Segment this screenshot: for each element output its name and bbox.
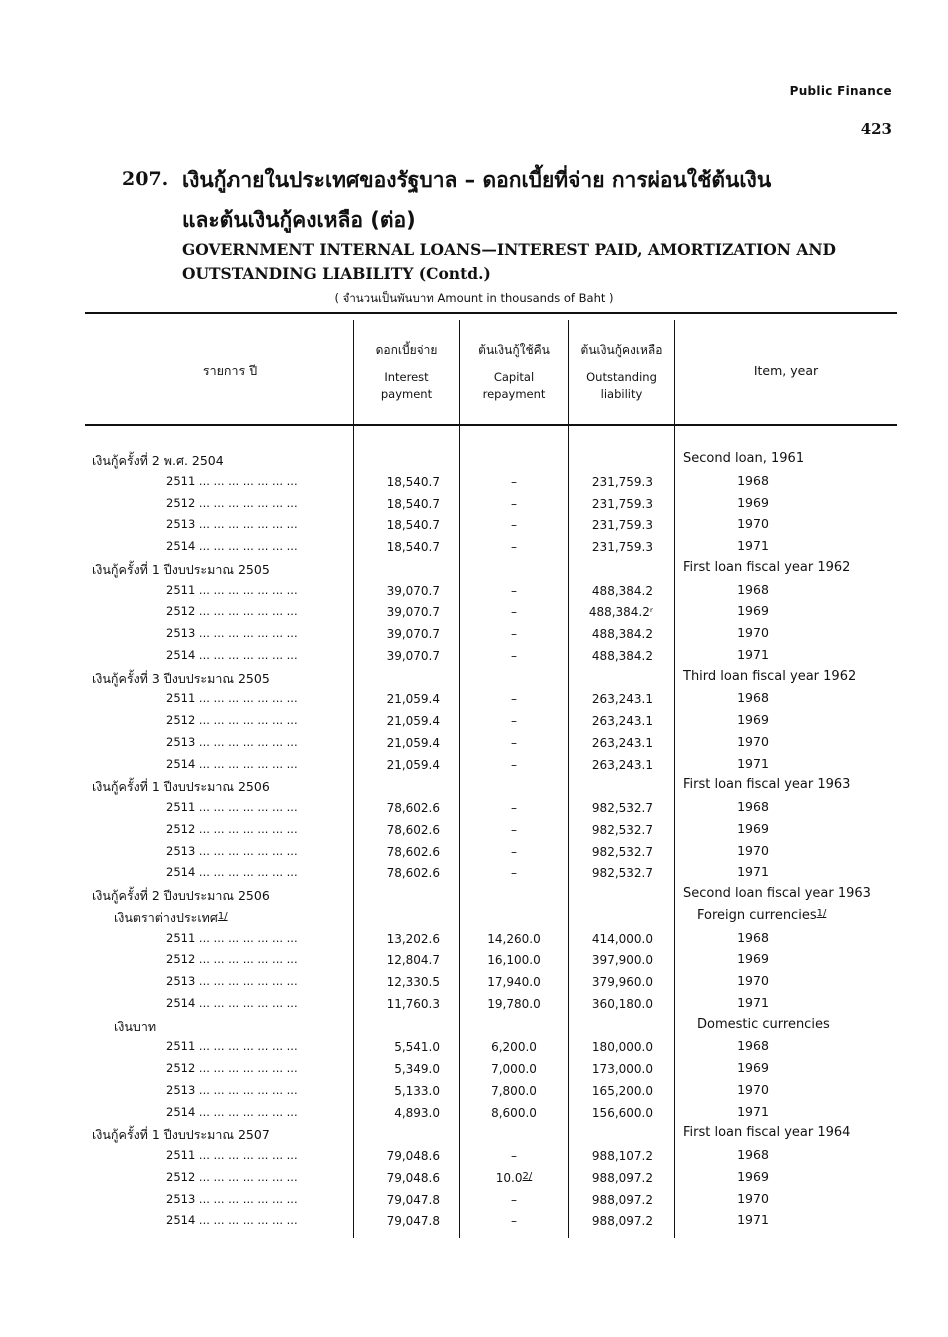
cell-capital-value: – [511,714,517,728]
row-group-label-thai: เงินกู้ครั้งที่ 3 ปีงบประมาณ 2505 [92,671,270,686]
cell-interest: 79,048.6 [386,1171,440,1185]
row-year-en: 1969 [737,495,769,510]
header-interest-thai: ดอกเบี้ยจ่าย [375,343,438,357]
cell-capital [460,475,568,489]
cell-capital [460,801,568,815]
row-year-en: 1970 [737,625,769,640]
row-year-en: 1969 [737,603,769,618]
row-group-label-en: Second loan, 1961 [683,451,805,466]
cell-outstanding: 180,000.0 [591,1040,653,1054]
cell-outstanding: 988,097.2 [591,1214,653,1228]
row-year-thai: 2511 ... ... ... ... ... ... ... [166,1148,298,1162]
cell-interest: 12,804.7 [386,953,440,967]
header-capital-en2: repayment [482,387,546,401]
cell-interest: 13,202.6 [386,932,440,946]
cell-outstanding: 982,532.7 [591,866,653,880]
cell-interest: 39,070.7 [386,627,440,641]
row-year-thai: 2511 ... ... ... ... ... ... ... [166,800,298,814]
cell-capital [460,1062,568,1076]
cell-outstanding: 414,000.0 [591,932,653,946]
cell-interest: 39,070.7 [386,584,440,598]
column-divider-1 [353,320,354,1238]
row-year-thai: 2514 ... ... ... ... ... ... ... [166,1213,298,1227]
cell-capital [460,584,568,598]
running-title: Public Finance [789,84,892,98]
cell-interest: 39,070.7 [386,649,440,663]
cell-interest: 5,133.0 [394,1084,440,1098]
row-year-thai: 2512 ... ... ... ... ... ... ... [166,1170,298,1184]
subgroup-en-text: Domestic currencies [697,1017,830,1032]
cell-interest: 39,070.7 [386,605,440,619]
cell-interest: 79,048.6 [386,1149,440,1163]
cell-capital [460,736,568,750]
row-year-thai: 2514 ... ... ... ... ... ... ... [166,865,298,879]
cell-capital-value: – [511,845,517,859]
cell-capital [460,540,568,554]
cell-capital [460,1214,568,1228]
cell-capital-value: 17,940.0 [487,975,541,989]
cell-capital [460,975,568,989]
row-year-thai: 2513 ... ... ... ... ... ... ... [166,626,298,640]
header-capital-thai: ต้นเงินกู้ใช้คืน [478,343,550,357]
cell-interest: 5,349.0 [394,1062,440,1076]
row-group-label-en: First loan fiscal year 1964 [683,1125,851,1140]
row-year-thai: 2514 ... ... ... ... ... ... ... [166,757,298,771]
cell-outstanding: 360,180.0 [591,997,653,1011]
cell-interest: 79,047.8 [386,1214,440,1228]
row-group-label-thai: เงินกู้ครั้งที่ 1 ปีงบประมาณ 2505 [92,562,270,577]
cell-capital-value: 16,100.0 [487,953,541,967]
cell-capital-value: 19,780.0 [487,997,541,1011]
row-group-label-en: Second loan fiscal year 1963 [683,886,871,901]
cell-interest: 18,540.7 [386,497,440,511]
cell-capital [460,649,568,663]
cell-outstanding: 173,000.0 [591,1062,653,1076]
cell-interest: 78,602.6 [386,845,440,859]
row-subgroup-label-en [697,1017,830,1032]
column-divider-3 [568,320,569,1238]
title-thai-line2: และต้นเงินกู้คงเหลือ (ต่อ) [182,208,416,232]
row-year-en: 1970 [737,734,769,749]
cell-interest: 18,540.7 [386,475,440,489]
cell-capital-value: – [511,475,517,489]
footnote-ref: 1/ [816,908,827,919]
cell-capital-value: – [511,866,517,880]
cell-capital-value: – [511,584,517,598]
row-year-thai: 2514 ... ... ... ... ... ... ... [166,1105,298,1119]
footnote-ref: 1/ [217,911,228,922]
row-year-thai: 2514 ... ... ... ... ... ... ... [166,648,298,662]
row-group-label-en: First loan fiscal year 1962 [683,560,851,575]
row-year-en: 1969 [737,951,769,966]
row-year-en: 1969 [737,1060,769,1075]
row-year-thai: 2512 ... ... ... ... ... ... ... [166,1061,298,1075]
row-year-en: 1971 [737,647,769,662]
row-year-thai: 2512 ... ... ... ... ... ... ... [166,604,298,618]
row-group-label-thai: เงินกู้ครั้งที่ 2 พ.ศ. 2504 [92,453,224,468]
column-divider-2 [459,320,460,1238]
cell-outstanding: 263,243.1 [591,758,653,772]
row-subgroup-label-thai [114,908,228,928]
cell-capital-value: 7,800.0 [491,1084,537,1098]
cell-interest: 21,059.4 [386,758,440,772]
header-interest [354,342,459,403]
cell-outstanding: 988,107.2 [591,1149,653,1163]
header-capital [460,342,568,403]
row-group-label-thai: เงินกู้ครั้งที่ 2 ปีงบประมาณ 2506 [92,888,270,903]
row-year-en: 1971 [737,995,769,1010]
cell-capital-value: – [511,540,517,554]
row-year-en: 1970 [737,973,769,988]
row-year-en: 1968 [737,1147,769,1162]
column-divider-4 [674,320,675,1238]
cell-capital [460,997,568,1011]
cell-capital-value: 10.0 [495,1171,523,1185]
cell-capital [460,497,568,511]
cell-capital-value: – [511,627,517,641]
header-bottom-rule [85,424,897,426]
cell-interest: 79,047.8 [386,1193,440,1207]
cell-outstanding: 488,384.2 [591,627,653,641]
cell-capital-value: – [511,649,517,663]
row-year-thai: 2513 ... ... ... ... ... ... ... [166,1192,298,1206]
header-outstanding [569,342,674,403]
row-year-thai: 2511 ... ... ... ... ... ... ... [166,931,298,945]
cell-outstanding: 982,532.7 [591,801,653,815]
cell-capital [460,1149,568,1163]
cell-capital [460,866,568,880]
cell-capital-value: – [511,692,517,706]
row-year-thai: 2512 ... ... ... ... ... ... ... [166,496,298,510]
cell-capital-value: – [511,518,517,532]
cell-interest: 5,541.0 [394,1040,440,1054]
row-year-en: 1968 [737,799,769,814]
title-english-line1: GOVERNMENT INTERNAL LOANS—INTEREST PAID, AMORTIZATION AND [182,240,836,259]
cell-capital [460,1106,568,1120]
row-year-en: 1969 [737,821,769,836]
row-subgroup-label-en [697,908,826,923]
row-year-thai: 2513 ... ... ... ... ... ... ... [166,844,298,858]
row-year-thai: 2511 ... ... ... ... ... ... ... [166,691,298,705]
cell-outstanding: 231,759.3 [591,540,653,554]
unit-note: ( จำนวนเป็นพันบาท Amount in thousands of Baht ) [334,291,614,305]
cell-capital [460,1084,568,1098]
row-year-thai: 2514 ... ... ... ... ... ... ... [166,996,298,1010]
row-year-en: 1970 [737,1082,769,1097]
row-year-en: 1968 [737,930,769,945]
cell-capital-value: – [511,497,517,511]
cell-outstanding: 982,532.7 [591,845,653,859]
cell-capital-value: – [511,801,517,815]
title-english-line2: OUTSTANDING LIABILITY (Contd.) [182,264,491,283]
cell-capital [460,953,568,967]
cell-outstanding: 488,384.2 [591,649,653,663]
row-group-label-thai: เงินกู้ครั้งที่ 1 ปีงบประมาณ 2506 [92,779,270,794]
row-year-en: 1968 [737,690,769,705]
row-year-en: 1968 [737,473,769,488]
row-year-en: 1970 [737,516,769,531]
cell-outstanding: 156,600.0 [591,1106,653,1120]
cell-outstanding: 488,384.2ʳ [588,605,653,619]
cell-capital [460,823,568,837]
cell-outstanding: 231,759.3 [591,475,653,489]
row-year-thai: 2513 ... ... ... ... ... ... ... [166,974,298,988]
cell-capital [460,1040,568,1054]
cell-capital [460,1171,568,1185]
title-thai-line1: เงินกู้ภายในประเทศของรัฐบาล – ดอกเบี้ยที่จ่าย การผ่อนใช้ต้นเงิน [182,168,772,192]
cell-capital [460,932,568,946]
cell-capital [460,1193,568,1207]
row-year-en: 1970 [737,843,769,858]
cell-capital-value: 14,260.0 [487,932,541,946]
header-capital-en1: Capital [493,370,535,384]
cell-outstanding: 263,243.1 [591,736,653,750]
row-year-en: 1968 [737,582,769,597]
cell-capital-value: 6,200.0 [491,1040,537,1054]
cell-outstanding: 165,200.0 [591,1084,653,1098]
row-year-thai: 2513 ... ... ... ... ... ... ... [166,735,298,749]
cell-outstanding: 982,532.7 [591,823,653,837]
footnote-ref: 2/ [522,1171,533,1182]
cell-outstanding: 263,243.1 [591,714,653,728]
subgroup-thai-text: เงินบาท [114,1019,157,1034]
cell-outstanding: 231,759.3 [591,518,653,532]
page-number: 423 [860,120,892,138]
cell-capital-value: – [511,736,517,750]
cell-interest: 21,059.4 [386,692,440,706]
cell-outstanding: 379,960.0 [591,975,653,989]
cell-interest: 21,059.4 [386,714,440,728]
header-outstanding-en2: liability [600,387,643,401]
header-interest-en1: Interest [384,370,429,384]
header-item-thai: รายการ ปี [202,363,258,378]
subgroup-thai-text: เงินตราต่างประเทศ [114,910,218,925]
cell-capital [460,714,568,728]
row-group-label-en: Third loan fiscal year 1962 [683,669,857,684]
row-year-en: 1968 [737,1038,769,1053]
cell-capital-value: 7,000.0 [491,1062,537,1076]
row-year-en: 1969 [737,1169,769,1184]
row-year-thai: 2512 ... ... ... ... ... ... ... [166,952,298,966]
cell-interest: 4,893.0 [394,1106,440,1120]
row-year-en: 1969 [737,712,769,727]
table-number: 207. [122,168,169,190]
row-year-en: 1971 [737,1104,769,1119]
row-year-thai: 2513 ... ... ... ... ... ... ... [166,1083,298,1097]
cell-interest: 78,602.6 [386,801,440,815]
cell-capital-value: – [511,1193,517,1207]
row-year-thai: 2513 ... ... ... ... ... ... ... [166,517,298,531]
cell-capital [460,845,568,859]
header-outstanding-en1: Outstanding [586,370,657,384]
cell-capital [460,518,568,532]
row-year-en: 1971 [737,864,769,879]
row-year-thai: 2514 ... ... ... ... ... ... ... [166,539,298,553]
cell-capital-value: – [511,605,517,619]
cell-interest: 78,602.6 [386,823,440,837]
row-year-thai: 2512 ... ... ... ... ... ... ... [166,822,298,836]
row-year-thai: 2511 ... ... ... ... ... ... ... [166,583,298,597]
header-interest-en2: payment [380,387,433,401]
cell-interest: 78,602.6 [386,866,440,880]
header-item-en: Item, year [753,363,819,378]
header-outstanding-thai: ต้นเงินกู้คงเหลือ [580,343,663,357]
row-year-thai: 2512 ... ... ... ... ... ... ... [166,713,298,727]
cell-capital [460,627,568,641]
cell-outstanding: 988,097.2 [591,1171,653,1185]
cell-capital-value: – [511,1214,517,1228]
row-year-en: 1971 [737,1212,769,1227]
row-group-label-en: First loan fiscal year 1963 [683,777,851,792]
cell-capital [460,605,568,619]
cell-outstanding: 488,384.2 [591,584,653,598]
row-year-thai: 2511 ... ... ... ... ... ... ... [166,474,298,488]
row-year-en: 1970 [737,1191,769,1206]
cell-interest: 21,059.4 [386,736,440,750]
cell-capital-value: 8,600.0 [491,1106,537,1120]
row-subgroup-label-thai [114,1017,156,1037]
cell-outstanding: 263,243.1 [591,692,653,706]
cell-capital [460,758,568,772]
row-year-en: 1971 [737,538,769,553]
cell-outstanding: 231,759.3 [591,497,653,511]
cell-capital-value: – [511,823,517,837]
cell-outstanding: 988,097.2 [591,1193,653,1207]
cell-interest: 18,540.7 [386,540,440,554]
cell-capital-value: – [511,758,517,772]
cell-outstanding: 397,900.0 [591,953,653,967]
subgroup-en-text: Foreign currencies [697,908,817,923]
row-group-label-thai: เงินกู้ครั้งที่ 1 ปีงบประมาณ 2507 [92,1127,270,1142]
cell-interest: 18,540.7 [386,518,440,532]
cell-interest: 11,760.3 [386,997,440,1011]
cell-interest: 12,330.5 [386,975,440,989]
cell-capital [460,692,568,706]
row-year-thai: 2511 ... ... ... ... ... ... ... [166,1039,298,1053]
table-top-rule [85,312,897,314]
row-year-en: 1971 [737,756,769,771]
cell-capital-value: – [511,1149,517,1163]
